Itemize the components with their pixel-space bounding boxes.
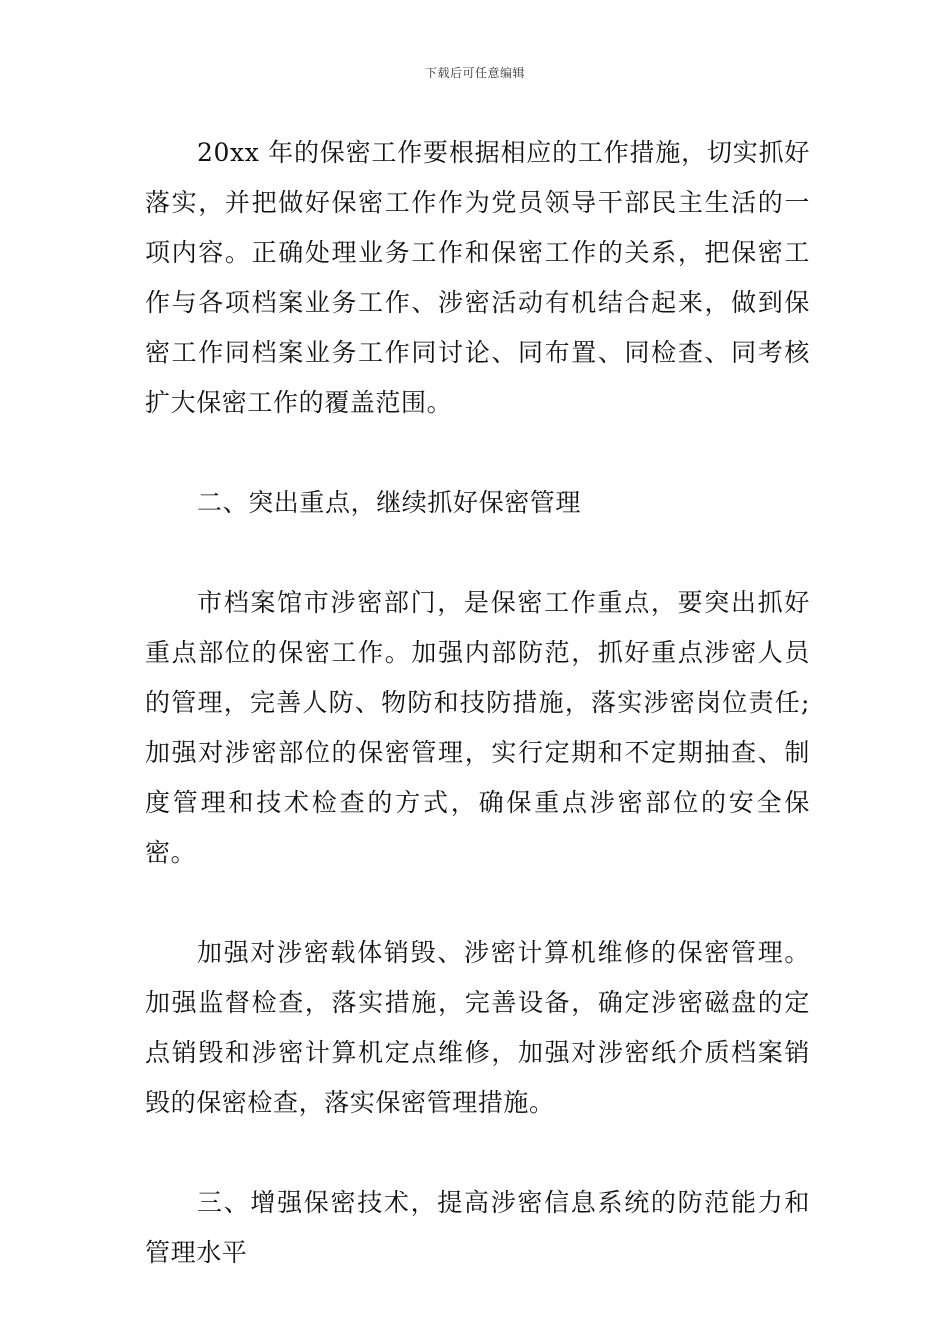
paragraph-key-departments: 市档案馆市涉密部门，是保密工作重点，要突出抓好重点部位的保密工作。加强内部防范，抓好重点涉密人员的管理，完善人防、物防和技防措施，落实涉密岗位责任;加强对涉密部位的保密管理，实行定期和不定期抽查、制度管理和技术检查的方式，确保重点涉密部位的安全保密。 <box>145 588 810 867</box>
section-heading-3: 三、增强保密技术，提高涉密信息系统的防范能力和管理水平 <box>145 1188 810 1267</box>
paragraph-gap <box>145 1128 810 1178</box>
header-note: 下载后可任意编辑 <box>424 66 525 80</box>
section-heading-2: 二、突出重点，继续抓好保密管理 <box>197 488 582 517</box>
document-body <box>145 128 810 1278</box>
paragraph-carrier-destruction: 加强对涉密载体销毁、涉密计算机维修的保密管理。加强监督检查，落实措施，完善设备，确定涉密磁盘的定点销毁和涉密计算机定点维修，加强对涉密纸介质档案销毁的保密检查，落实保密管理措施。 <box>145 938 810 1117</box>
paragraph-gap <box>145 428 810 478</box>
paragraph-gap <box>145 528 810 578</box>
paragraph-secrecy-work-plan: 20xx 年的保密工作要根据相应的工作措施，切实抓好落实，并把做好保密工作作为党员领导干部民主生活的一项内容。正确处理业务工作和保密工作的关系，把保密工作与各项档案业务工作、涉密活动有机结合起来，做到保密工作同档案业务工作同讨论、同布置、同检查、同考核扩大保密工作的覆盖范围。 <box>145 138 810 417</box>
paragraph-gap <box>145 878 810 928</box>
